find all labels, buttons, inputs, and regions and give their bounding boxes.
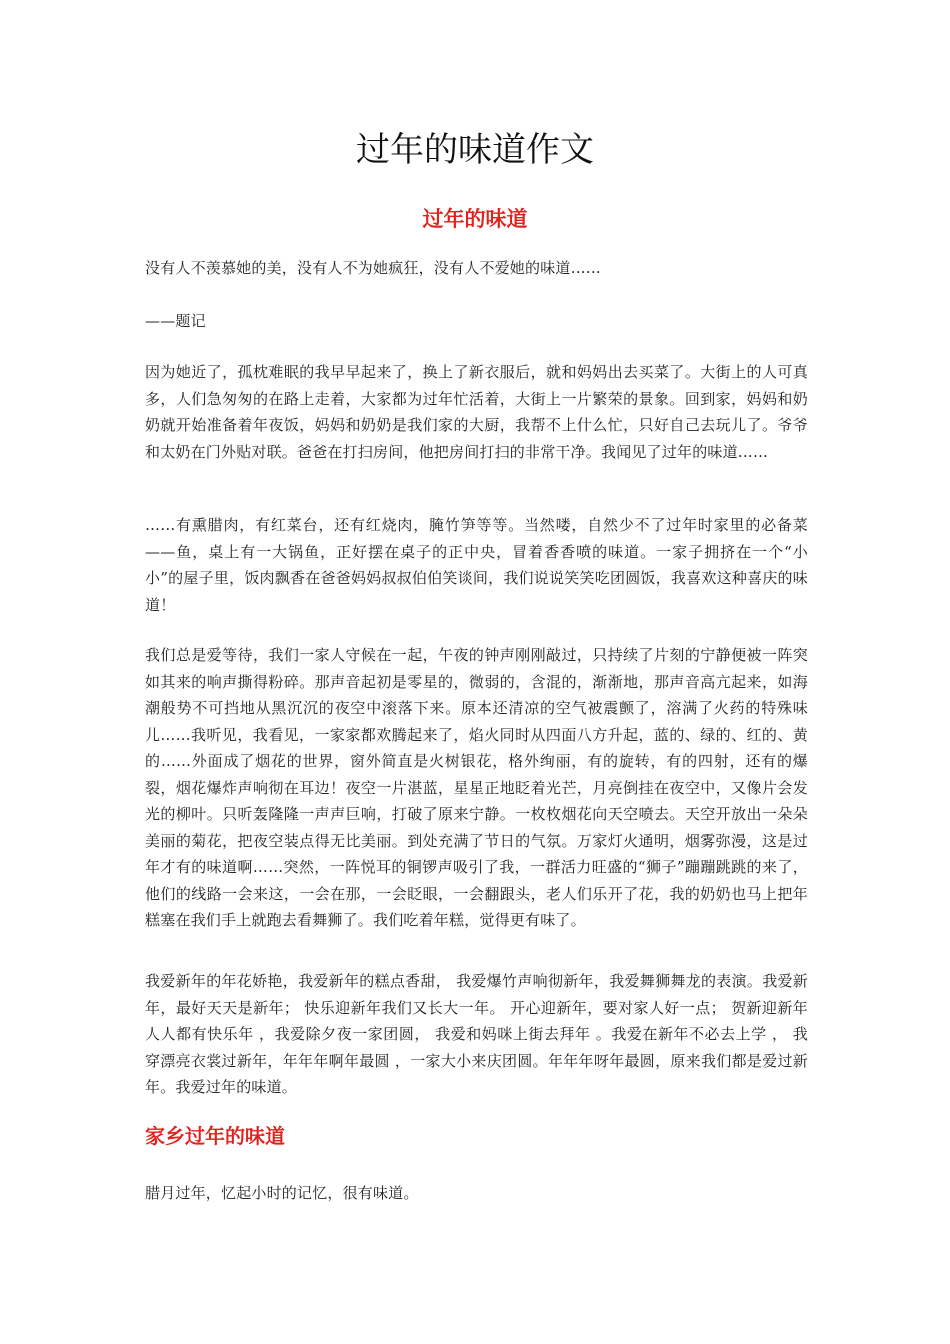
document-title: 过年的味道作文 — [356, 130, 594, 170]
epigraph-attribution: ——题记 — [145, 312, 206, 330]
section-heading: 家乡过年的味道 — [145, 1124, 285, 1148]
section-heading: 过年的味道 — [422, 207, 528, 231]
body-paragraph: 我爱新年的年花娇艳，我爱新年的糕点香甜， 我爱爆竹声响彻新年，我爱舞狮舞龙的表演。我爱新年，最好天天是新年； 快乐迎新年我们又长大一年。 开心迎新年，要对家人好一点； 贺新迎新年人人都有快乐年 ，我爱除夕夜一家团圆， 我爱和妈咪上街去拜年 。我爱在新年不必去上学 ， 我穿漂亮衣裳过新年，年年年啊年最圆 ，一家大小来庆团圆。年年年呀年最圆，原来我们都是爱过新年。我爱过年的味道。 — [145, 972, 808, 1096]
epigraph: 没有人不羡慕她的美，没有人不为她疯狂，没有人不爱她的味道…… — [145, 259, 602, 277]
body-paragraph: 因为她近了，孤枕难眠的我早早起来了，换上了新衣服后，就和妈妈出去买菜了。大街上的人可真多，人们急匆匆的在路上走着，大家都为过年忙活着，大街上一片繁荣的景象。回到家，妈妈和奶奶就开始准备着年夜饭，妈妈和奶奶是我们家的大厨，我帮不上什么忙，只好自己去玩儿了。爷爷和太奶在门外贴对联。爸爸在打扫房间，他把房间打扫的非常干净。我闻见了过年的味道…… — [145, 363, 808, 461]
body-paragraph: 腊月过年，忆起小时的记忆，很有味道。 — [145, 1184, 419, 1202]
body-paragraph: ……有熏腊肉，有红菜台，还有红烧肉，腌竹笋等等。当然喽，自然少不了过年时家里的必备菜——鱼，桌上有一大锅鱼，正好摆在桌子的正中央，冒着香香喷的味道。一家子拥挤在一个“小小”的屋子里，饭肉飘香在爸爸妈妈叔叔伯伯笑谈间，我们说说笑笑吃团圆饭，我喜欢这种喜庆的味道！ — [145, 516, 808, 614]
body-paragraph: 我们总是爱等待，我们一家人守候在一起，午夜的钟声刚刚敲过，只持续了片刻的宁静便被一阵突如其来的响声撕得粉碎。那声音起初是零星的，微弱的，含混的，渐渐地，那声音高亢起来，如海潮般势不可挡地从黑沉沉的夜空中滚落下来。原本还清凉的空气被震颤了，溶满了火药的特殊味儿……我听见，我看见，一家家都欢腾起来了，焰火同时从四面八方升起，蓝的、绿的、红的、黄的……外面成了烟花的世界，窗外简直是火树银花，格外绚丽，有的旋转，有的四射，还有的爆裂，烟花爆炸声响彻在耳边！夜空一片湛蓝，星星正地眨着光芒，月亮倒挂在夜空中，又像片会发光的柳叶。只听轰隆隆一声声巨响，打破了原来宁静。一枚枚烟花向天空喷去。天空开放出一朵朵美丽的菊花，把夜空装点得无比美丽。到处充满了节日的气氛。万家灯火通明，烟雾弥漫，这是过年才有的味道啊……突然，一阵悦耳的铜锣声吸引了我，一群活力旺盛的“狮子”蹦蹦跳跳的来了，他们的线路一会来这，一会在那，一会眨眼，一会翻跟头，老人们乐开了花，我的奶奶也马上把年糕塞在我们手上就跑去看舞狮了。我们吃着年糕，觉得更有味了。 — [145, 646, 808, 929]
